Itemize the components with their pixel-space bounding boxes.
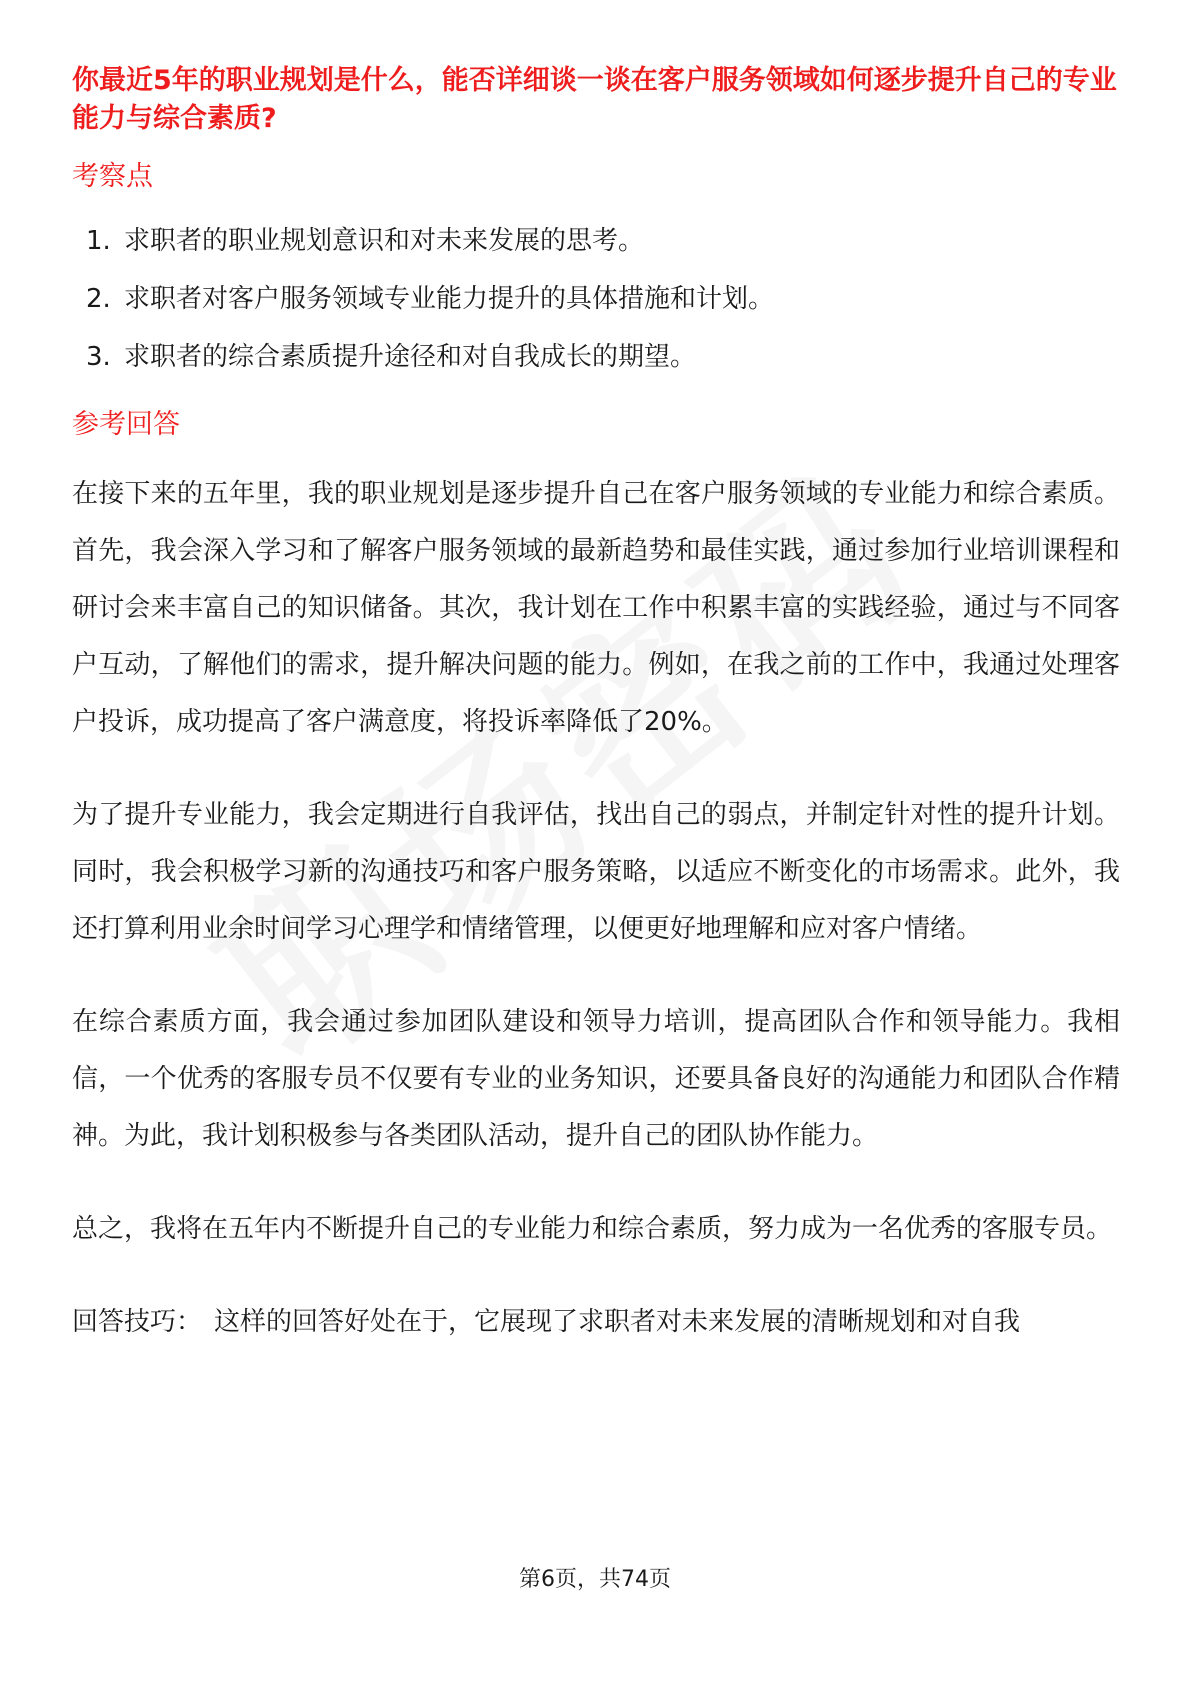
points-list	[72, 222, 1120, 376]
content	[72, 62, 1120, 1351]
list-item	[72, 280, 1120, 318]
page-number: 第6页，共74页	[519, 1567, 671, 1592]
answer-paragraph: 总之，我将在五年内不断提升自己的专业能力和综合素质，努力成为一名优秀的客服专员。	[72, 1214, 1113, 1244]
list-item-number: 1.	[86, 226, 111, 256]
section-heading-points: 考察点	[72, 161, 153, 192]
answer-paragraph: 为了提升专业能力，我会定期进行自我评估，找出自己的弱点，并制定针对性的提升计划。同时，我会积极学习新的沟通技巧和客户服务策略，以适应不断变化的市场需求。此外，我还打算利用业余时间学习心理学和情绪管理，以便更好地理解和应对客户情绪。	[72, 800, 1120, 944]
tip-text: 这样的回答好处在于，它展现了求职者对未来发展的清晰规划和对自我	[214, 1307, 1021, 1337]
section-heading-answer: 参考回答	[72, 409, 180, 440]
list-item-text: 求职者对客户服务领域专业能力提升的具体措施和计划。	[124, 284, 775, 314]
list-item-number: 2.	[86, 284, 111, 314]
list-item	[72, 338, 1120, 376]
list-item	[72, 222, 1120, 260]
answer-tip	[72, 1294, 1120, 1351]
question-title: 你最近5年的职业规划是什么，能否详细谈一谈在客户服务领域如何逐步提升自己的专业能力与综合素质?	[72, 65, 1117, 134]
list-item-number: 3.	[86, 342, 111, 372]
answer-paragraph: 在接下来的五年里，我的职业规划是逐步提升自己在客户服务领域的专业能力和综合素质。首先，我会深入学习和了解客户服务领域的最新趋势和最佳实践，通过参加行业培训课程和研讨会来丰富自己的知识储备。其次，我计划在工作中积累丰富的实践经验，通过与不同客户互动，了解他们的需求，提升解决问题的能力。例如，在我之前的工作中，我通过处理客户投诉，成功提高了客户满意度，将投诉率降低了20%。	[72, 479, 1120, 737]
list-item-text: 求职者的职业规划意识和对未来发展的思考。	[124, 226, 645, 256]
tip-label: 回答技巧：	[72, 1307, 203, 1337]
answer-paragraph: 在综合素质方面，我会通过参加团队建设和领导力培训，提高团队合作和领导能力。我相信，一个优秀的客服专员不仅要有专业的业务知识，还要具备良好的沟通能力和团队合作精神。为此，我计划积极参与各类团队活动，提升自己的团队协作能力。	[72, 1007, 1120, 1151]
list-item-text: 求职者的综合素质提升途径和对自我成长的期望。	[124, 342, 697, 372]
